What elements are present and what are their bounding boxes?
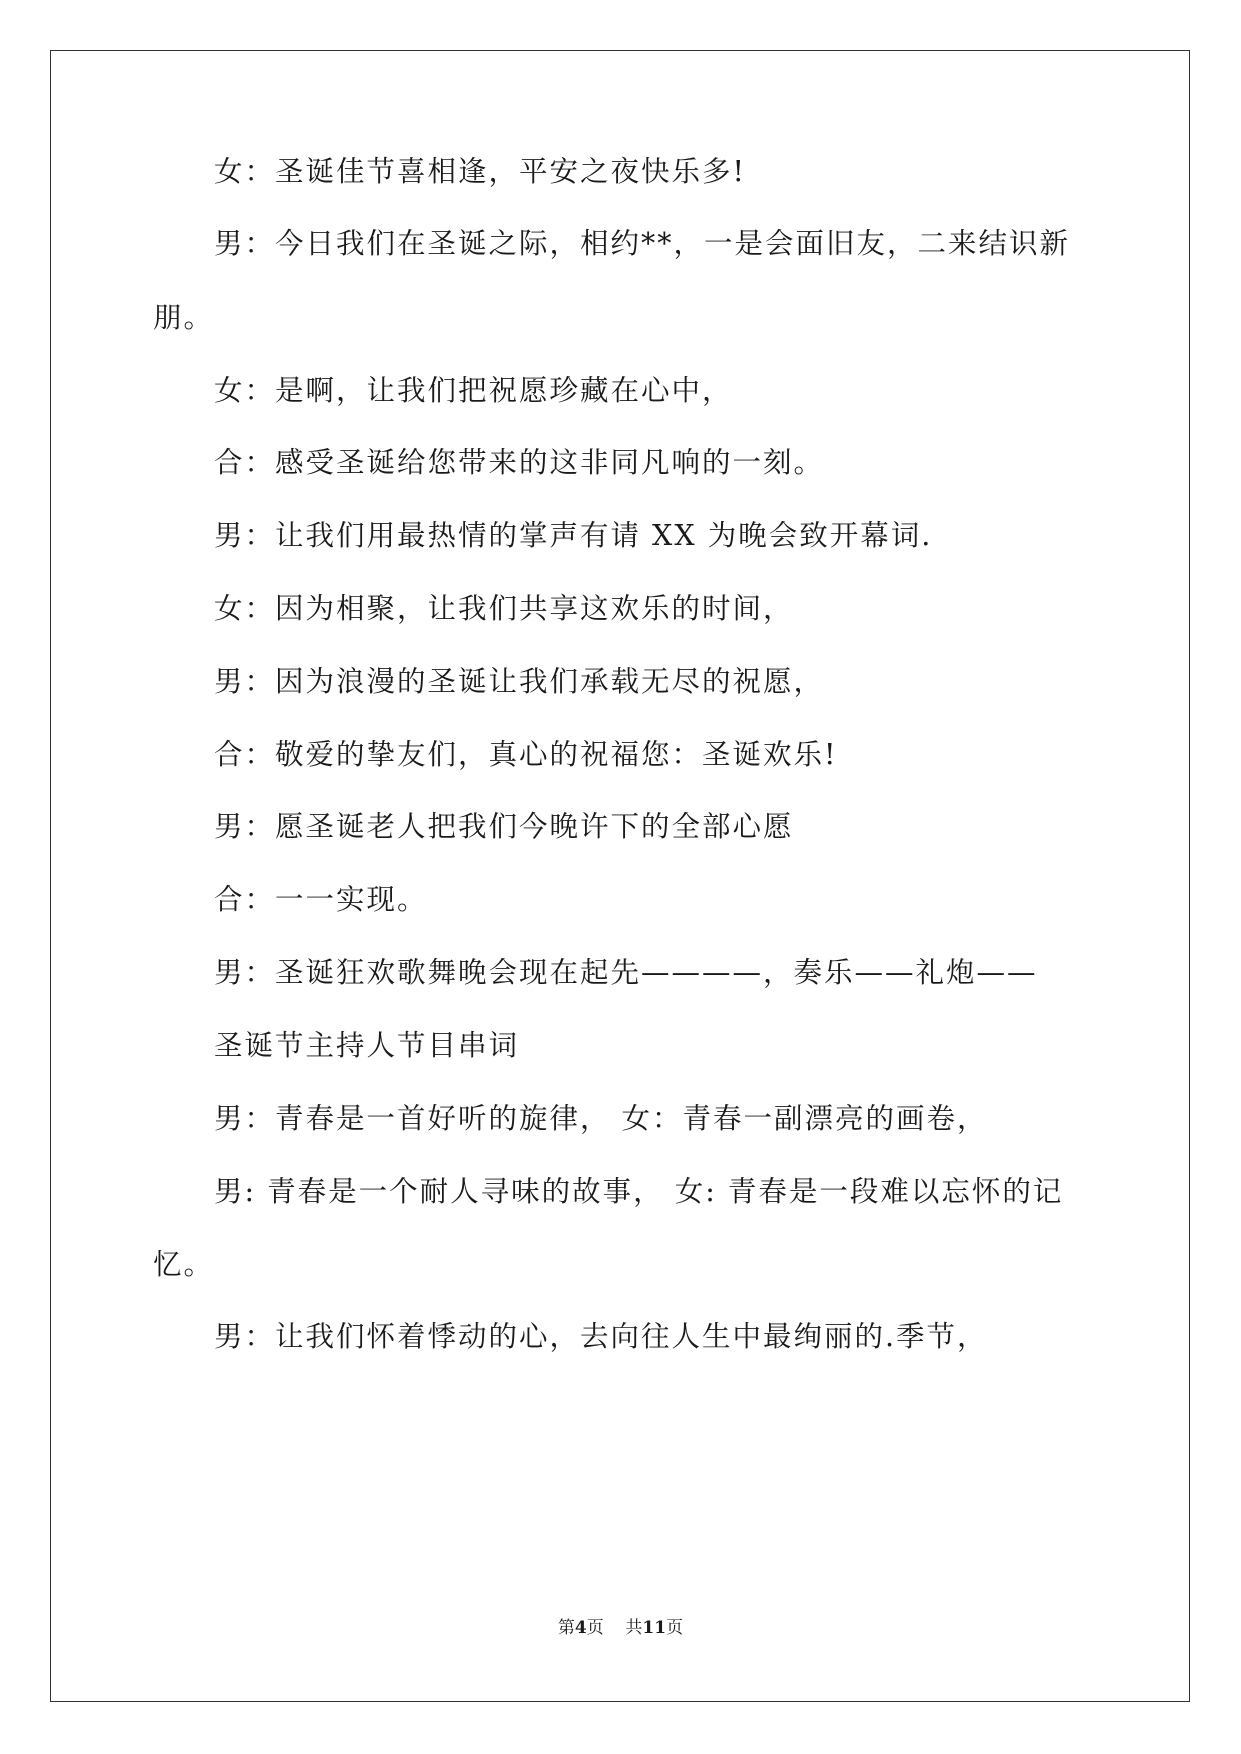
page-frame — [50, 50, 1190, 1702]
footer-suffix: 页 — [666, 1618, 684, 1638]
text-line: 合：感受圣诞给您带来的这非同凡响的一刻。 — [214, 446, 825, 479]
text-line: 女：圣诞佳节喜相逢，平安之夜快乐多! — [214, 155, 746, 188]
text-line: 合：敬爱的挚友们，真心的祝福您：圣诞欢乐! — [214, 738, 838, 771]
text-line: 男：愿圣诞老人把我们今晚许下的全部心愿 — [214, 810, 794, 843]
text-line: 女：因为相聚，让我们共享这欢乐的时间， — [214, 592, 794, 625]
text-line: 合：一一实现。 — [214, 883, 428, 916]
text-line: 男：因为浪漫的圣诞让我们承载无尽的祝愿， — [214, 665, 825, 698]
text-line: 男：让我们用最热情的掌声有请 XX 为晚会致开幕词. — [214, 519, 933, 552]
text-line: 男：今日我们在圣诞之际，相约**，一是会面旧友，二来结识新 — [214, 227, 1071, 260]
section-heading: 圣诞节主持人节目串词 — [214, 1029, 520, 1062]
text-line: 男：圣诞狂欢歌舞晚会现在起先————，奏乐——礼炮—— — [214, 956, 1038, 989]
footer-prefix: 第 — [557, 1618, 575, 1638]
text-line: 忆。 — [153, 1248, 215, 1281]
footer-mid: 页 共 — [586, 1618, 643, 1638]
total-pages-number: 11 — [642, 1618, 667, 1638]
text-line: 女：是啊，让我们把祝愿珍藏在心中， — [214, 374, 733, 407]
text-line: 男：青春是一首好听的旋律， 女：青春一副漂亮的画卷， — [214, 1102, 988, 1135]
text-line: 男: 青春是一个耐人寻味的故事， 女: 青春是一段难以忘怀的记 — [214, 1175, 1064, 1208]
current-page-number: 4 — [574, 1618, 587, 1638]
text-line: 朋。 — [153, 301, 215, 334]
text-line: 男：让我们怀着悸动的心，去向往人生中最绚丽的.季节， — [214, 1320, 988, 1353]
page-footer — [0, 1616, 1241, 1640]
